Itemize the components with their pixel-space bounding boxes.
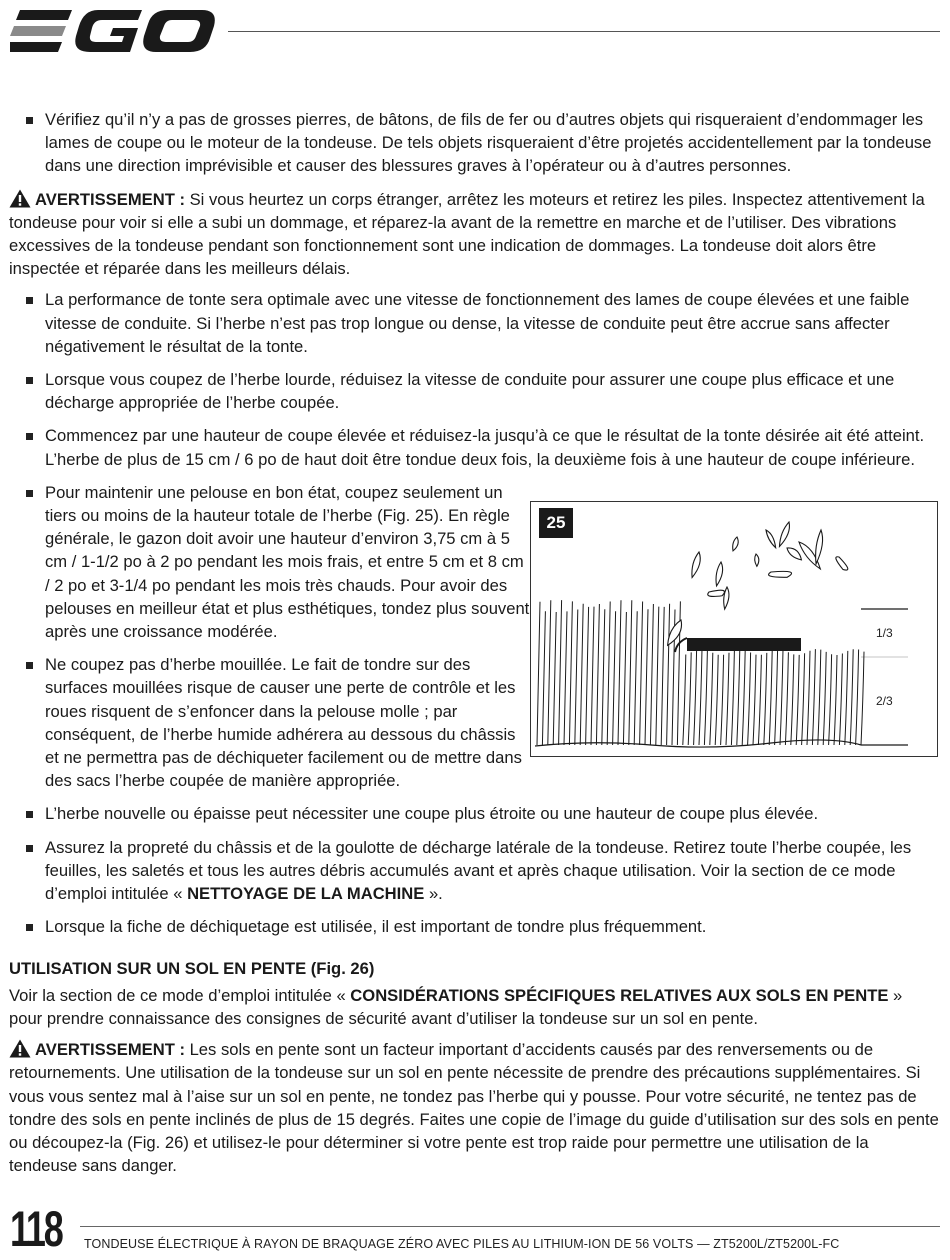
list-item: Pour maintenir une pelouse en bon état, coupez seulement un tiers ou moins de la hauteur totale de l’herbe (Fig. 25). En règle générale, le gazon doit avoir une hauteur d’environ 3,75 cm à 5 cm / 1-1/2 po à 2 po pendant les mois frais, et entre 5 cm et 8 cm / 2 po et 3-1/4 po pendant les mois très chauds. Pour avoir des pelouses en meilleur état et plus esthétiques, tondez plus souvent après une croissance modérée.: [9, 481, 531, 643]
fig-label-two-thirds: 2/3: [876, 694, 893, 708]
warning-triangle-icon: [9, 189, 31, 208]
grass-clipping: [687, 552, 704, 578]
figure-number: 25: [539, 508, 573, 538]
list-item: Lorsque vous coupez de l’herbe lourde, réduisez la vitesse de conduite pour assurer une coupe plus efficace et une décharge appropriée de l’herbe coupée.: [9, 368, 939, 414]
slope-intro-text-end: » pour prendre connaissance des consignes de sécurité avant d’utiliser la tondeuse sur un sol en pente.: [9, 985, 903, 1028]
ego-logo: [10, 8, 215, 54]
slope-intro-text: Voir la section de ce mode d’emploi intitulée «: [9, 985, 351, 1005]
page-footer: [0, 1200, 950, 1260]
section-reference: NETTOYAGE DE LA MACHINE: [187, 884, 425, 904]
warning-label: AVERTISSEMENT :: [35, 1040, 185, 1060]
fig-label-one-third: 1/3: [876, 626, 893, 640]
warning-label: AVERTISSEMENT :: [35, 189, 185, 209]
warning-text: Les sols en pente sont un facteur important d’accidents causés par des renversements ou de retournements. Une utilisation de la tondeuse sur un sol en pente nécessite de prendre des précautions supplémentaires. Si vous vous sentez mal à l’aise sur un sol en pente, ne tondez pas l’herbe qui y pousse. Pour votre sécurité, ne tentez pas de tondre des sols en pente inclinés de plus de 15 degrés. Faites une copie de l’image du guide d’utilisation sur des sols en pente ou découpez-la (Fig. 26) et utilisez-le pour déterminer si votre pente est trop raide pour permettre une utilisation de la tendeuse sans danger.: [9, 1040, 939, 1176]
list-item: [9, 836, 939, 906]
grass-clipping: [768, 569, 792, 581]
warning-paragraph: [9, 188, 939, 281]
grass-blades: [537, 600, 864, 745]
figure-25: [530, 501, 938, 757]
list-item-text-end: ».: [424, 884, 443, 904]
grass-clipping: [712, 562, 726, 587]
list-item: Vérifiez qu’il n’y a pas de grosses pierres, de bâtons, de fils de fer ou d’autres objets qui risqueraient d’endommager les lames de coupe ou le moteur de la tondeuse. De tels objets risqueraient d’être projetés accidentellement par la tondeuse dans une direction imprévisible et causer des blessures graves à l’opérateur ou à d’autres personnes.: [9, 108, 939, 178]
header-rule: [228, 31, 940, 32]
page-header: [0, 0, 950, 60]
section-heading: UTILISATION SUR UN SOL EN PENTE (Fig. 26): [9, 958, 375, 978]
grass-clipping: [707, 587, 725, 600]
list-item-text: Assurez la propreté du châssis et de la goulotte de décharge latérale de la tondeuse. Retirez toute l’herbe coupée, les feuilles, les saletés et tous les autres débris accumulés avant et après chaque utilisation. Voir la section de ce mode d’emploi intitulée «: [45, 837, 912, 904]
list-item: L’herbe nouvelle ou épaisse peut nécessiter une coupe plus étroite ou une hauteur de coupe plus élevée.: [9, 802, 939, 825]
list-item: Lorsque la fiche de déchiquetage est utilisée, il est important de tondre plus fréquemment.: [9, 915, 939, 938]
grass-clipping: [765, 529, 776, 549]
footer-rule: [80, 1226, 940, 1227]
list-item: Ne coupez pas d’herbe mouillée. Le fait de tondre sur des surfaces mouillées risque de causer une perte de contrôle et les roues risquent de s’enfoncer dans la pelouse molle ; par conséquent, de l’herbe humide adhérera au dessous du châssis et ne permettra pas de déchiqueter facilement ou de mettre dans des sacs l’herbe coupée de manière appropriée.: [9, 653, 531, 792]
warning-triangle-icon: [9, 1039, 31, 1058]
grass-clipping: [833, 556, 850, 572]
list-item: La performance de tonte sera optimale avec une vitesse de fonctionnement des lames de coupe élevées et une faible vitesse de conduite. Si l’herbe n’est pas trop longue ou dense, la vitesse de conduite peut être accrue sans affecter négativement le résultat de la tonte.: [9, 288, 939, 358]
list-item: Commencez par une hauteur de coupe élevée et réduisez-la jusqu’à ce que le résultat de la tonte désirée ait été atteint. L’herbe de plus de 15 cm / 6 po de haut doit être tondue deux fois, la deuxième fois à une hauteur de coupe inférieure.: [9, 424, 939, 470]
warning-paragraph: [9, 1038, 939, 1177]
grass-clipping: [753, 554, 760, 567]
grass-clipping: [786, 544, 803, 563]
footer-title: TONDEUSE ÉLECTRIQUE À RAYON DE BRAQUAGE ZÉRO AVEC PILES AU LITHIUM-ION DE 56 VOLTS — ZT5200L/ZT5200L-FC: [84, 1237, 840, 1251]
warning-text: Si vous heurtez un corps étranger, arrêtez les moteurs et retirez les piles. Inspectez attentivement la tondeuse pour voir si elle a subi un dommage, et réparez-la avant de la remettre en marche et de l’utiliser. Des vibrations excessives de la tondeuse pendant son fonctionnement sont une indication de dommages. La tondeuse doit alors être inspectée et réparée dans les meilleurs délais.: [9, 189, 925, 279]
slope-intro: [9, 984, 939, 1030]
grass-clipping: [729, 537, 741, 552]
grass-clipping: [775, 522, 793, 548]
page-number: 118: [10, 1201, 62, 1257]
section-reference: CONSIDÉRATIONS SPÉCIFIQUES RELATIVES AUX SOLS EN PENTE: [350, 985, 889, 1005]
